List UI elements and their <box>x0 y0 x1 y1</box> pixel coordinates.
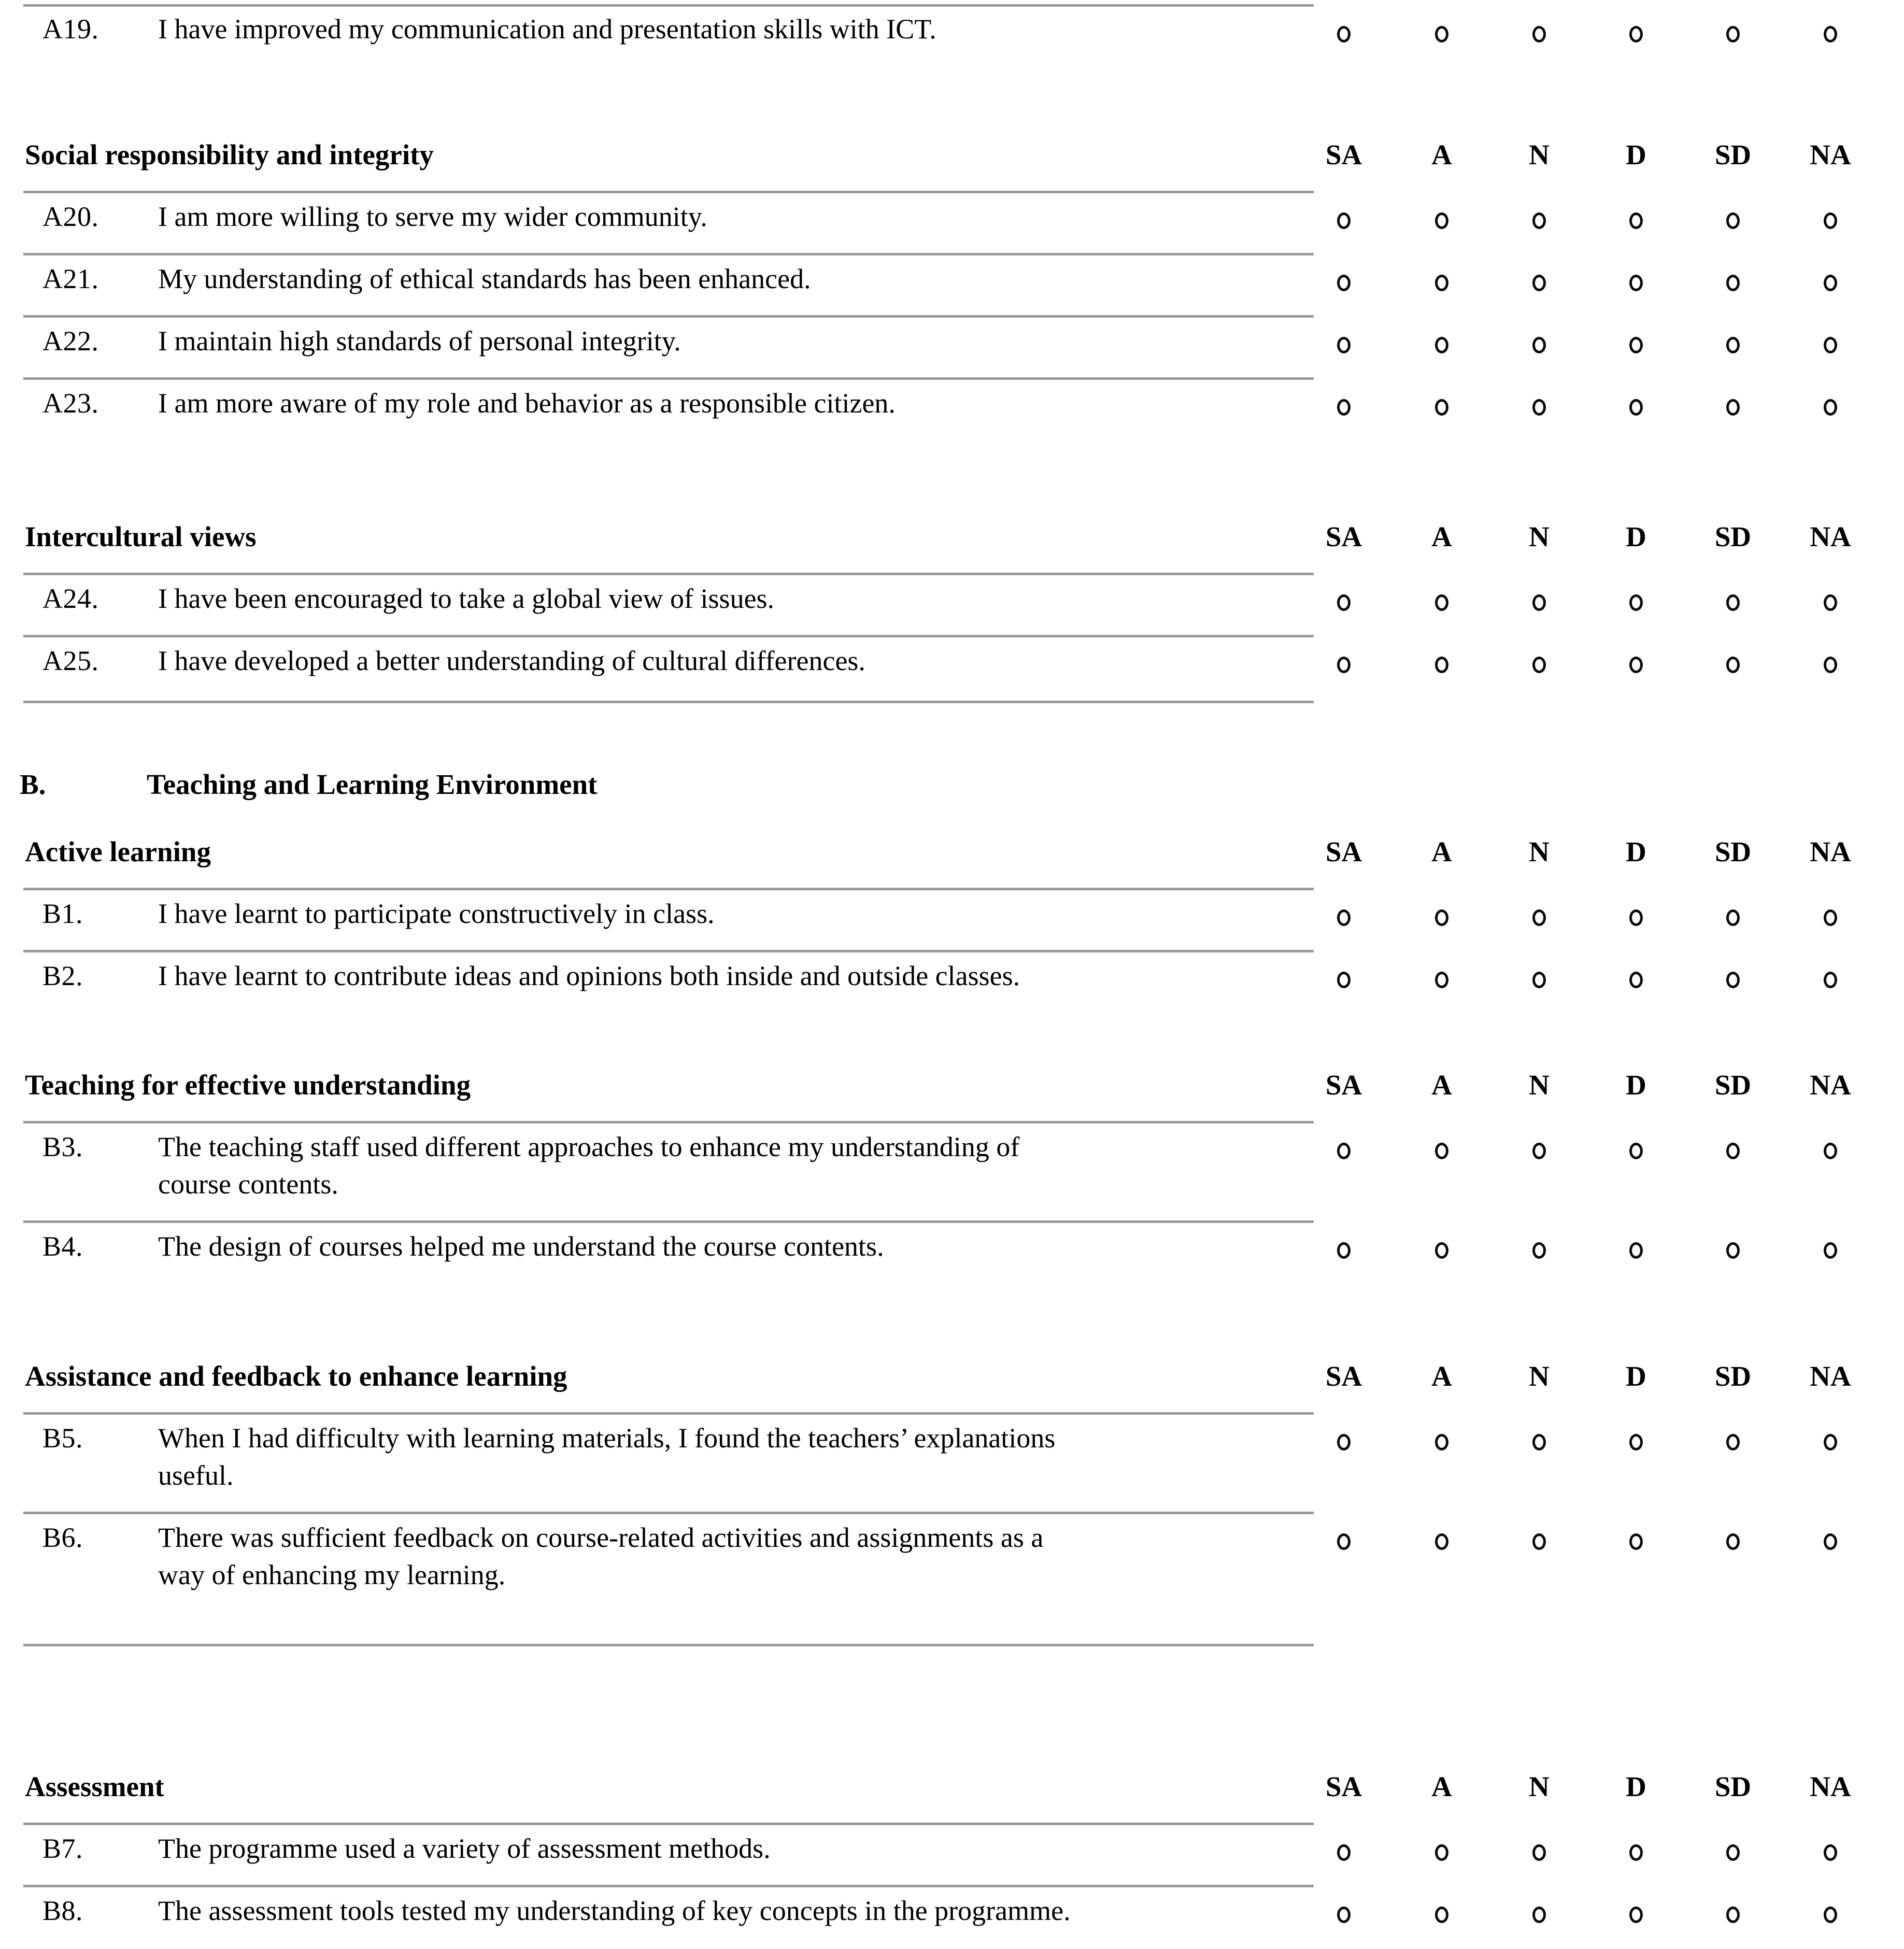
scale-header-na: NA <box>1810 1360 1851 1392</box>
scale-header-na: NA <box>1810 139 1851 170</box>
scale-header-a: A <box>1431 1771 1452 1802</box>
item-text: The assessment tools tested my understanding of key concepts in the programme. <box>158 1895 1071 1926</box>
scale-header-sd: SD <box>1714 139 1752 170</box>
item-code: A22. <box>42 325 99 357</box>
rating-option-sa[interactable] <box>1337 212 1351 229</box>
rating-option-sd[interactable] <box>1726 657 1740 673</box>
rating-option-na[interactable] <box>1824 1533 1837 1550</box>
rating-option-a[interactable] <box>1435 337 1448 353</box>
rating-option-na[interactable] <box>1824 337 1837 353</box>
scale-header-sd: SD <box>1714 1771 1752 1802</box>
rating-option-d[interactable] <box>1629 1242 1643 1259</box>
row-divider <box>23 315 1314 318</box>
rating-options-row[interactable] <box>0 657 1904 688</box>
rating-option-sa[interactable] <box>1337 909 1351 926</box>
rating-option-n[interactable] <box>1532 594 1546 611</box>
row-divider <box>23 1220 1314 1223</box>
scale-header-d: D <box>1626 1069 1646 1101</box>
rating-option-n[interactable] <box>1532 1907 1546 1923</box>
item-text-line-2: way of enhancing my learning. <box>158 1559 506 1590</box>
rating-options-row[interactable] <box>0 1907 1904 1938</box>
item-code: A24. <box>42 583 99 614</box>
rating-options-row[interactable] <box>0 1844 1904 1875</box>
item-text: I have developed a better understanding of cultural differences. <box>158 645 865 676</box>
scale-header-n: N <box>1529 521 1550 552</box>
section-closing-divider <box>23 1644 1314 1646</box>
rating-option-sa[interactable] <box>1337 972 1351 988</box>
row-divider <box>23 1412 1314 1415</box>
rating-option-d[interactable] <box>1629 1907 1643 1923</box>
scale-header-a: A <box>1431 836 1452 867</box>
subsection-heading-active-learning: Active learning <box>25 836 211 867</box>
scale-header-na: NA <box>1810 1069 1851 1101</box>
scale-header-na: NA <box>1810 1771 1851 1802</box>
item-text: I have been encouraged to take a global view of issues. <box>158 583 775 614</box>
rating-option-a[interactable] <box>1435 594 1448 611</box>
scale-header-n: N <box>1529 1360 1550 1392</box>
scale-header-a: A <box>1431 1360 1452 1392</box>
row-divider <box>23 191 1314 193</box>
scale-header-sd: SD <box>1714 1069 1752 1101</box>
scale-header-sa: SA <box>1325 1360 1362 1392</box>
rating-options-row[interactable] <box>0 1143 1904 1174</box>
row-divider <box>23 1823 1314 1825</box>
rating-option-a[interactable] <box>1435 275 1448 291</box>
item-text-line-2: useful. <box>158 1460 234 1491</box>
rating-option-sa[interactable] <box>1337 275 1351 291</box>
item-code: A20. <box>42 201 99 232</box>
scale-header-n: N <box>1529 1069 1550 1101</box>
rating-option-na[interactable] <box>1824 1434 1837 1450</box>
row-divider <box>23 253 1314 255</box>
rating-option-d[interactable] <box>1629 26 1643 42</box>
item-code: B1. <box>42 898 83 929</box>
subsection-heading-social-responsibility: Social responsibility and integrity <box>25 139 434 170</box>
rating-option-a[interactable] <box>1435 1907 1448 1923</box>
rating-option-d[interactable] <box>1629 275 1643 291</box>
rating-options-row[interactable] <box>0 972 1904 1003</box>
rating-option-na[interactable] <box>1824 1143 1837 1159</box>
row-divider <box>23 377 1314 380</box>
rating-option-n[interactable] <box>1532 399 1546 416</box>
rating-option-na[interactable] <box>1824 657 1837 673</box>
rating-option-n[interactable] <box>1532 1844 1546 1861</box>
scale-header-sa: SA <box>1325 521 1362 552</box>
rating-option-d[interactable] <box>1629 212 1643 229</box>
rating-option-sa[interactable] <box>1337 1844 1351 1861</box>
rating-option-a[interactable] <box>1435 26 1448 42</box>
scale-header-assistance-feedback <box>0 1358 1904 1395</box>
rating-option-d[interactable] <box>1629 657 1643 673</box>
scale-header-a: A <box>1431 1069 1452 1101</box>
rating-option-sd[interactable] <box>1726 972 1740 988</box>
item-code: B2. <box>42 960 83 991</box>
item-code: B6. <box>42 1522 83 1553</box>
rating-option-d[interactable] <box>1629 909 1643 926</box>
scale-header-d: D <box>1626 1360 1646 1392</box>
rating-option-n[interactable] <box>1532 972 1546 988</box>
item-text-line-1: There was sufficient feedback on course-related activities and assignments as a <box>158 1522 1044 1553</box>
rating-option-na[interactable] <box>1824 1907 1837 1923</box>
rating-option-sd[interactable] <box>1726 399 1740 416</box>
rating-option-sa[interactable] <box>1337 1907 1351 1923</box>
rating-option-sa[interactable] <box>1337 657 1351 673</box>
section-closing-divider <box>23 701 1314 703</box>
item-code: B4. <box>42 1231 83 1262</box>
scale-header-d: D <box>1626 836 1646 867</box>
rating-option-sd[interactable] <box>1726 275 1740 291</box>
item-code: B5. <box>42 1422 83 1454</box>
rating-option-sd[interactable] <box>1726 1434 1740 1450</box>
rating-options-row[interactable] <box>0 1434 1904 1465</box>
rating-option-sa[interactable] <box>1337 1434 1351 1450</box>
rating-options-row[interactable] <box>0 275 1904 306</box>
item-code: B7. <box>42 1833 83 1864</box>
rating-option-d[interactable] <box>1629 594 1643 611</box>
rating-option-d[interactable] <box>1629 1434 1643 1450</box>
rating-option-sd[interactable] <box>1726 1533 1740 1550</box>
rating-option-na[interactable] <box>1824 594 1837 611</box>
rating-option-a[interactable] <box>1435 1242 1448 1259</box>
row-divider <box>23 1512 1314 1514</box>
section-title-b: Teaching and Learning Environment <box>147 769 598 800</box>
rating-options-row[interactable] <box>0 1533 1904 1564</box>
rating-option-d[interactable] <box>1629 972 1643 988</box>
subsection-heading-assessment: Assessment <box>25 1771 164 1802</box>
rating-option-sa[interactable] <box>1337 594 1351 611</box>
scale-header-assessment <box>0 1768 1904 1805</box>
rating-options-row[interactable] <box>0 594 1904 625</box>
rating-option-sd[interactable] <box>1726 26 1740 42</box>
rating-option-sd[interactable] <box>1726 1907 1740 1923</box>
rating-options-row[interactable] <box>0 1242 1904 1273</box>
row-divider <box>23 950 1314 952</box>
rating-option-n[interactable] <box>1532 212 1546 229</box>
scale-header-n: N <box>1529 1771 1550 1802</box>
item-code: A21. <box>42 263 99 294</box>
rating-option-a[interactable] <box>1435 972 1448 988</box>
scale-header-na: NA <box>1810 836 1851 867</box>
scale-header-n: N <box>1529 139 1550 170</box>
scale-header-active-learning <box>0 833 1904 871</box>
rating-options-row[interactable] <box>0 212 1904 244</box>
item-code: A19. <box>42 13 99 45</box>
section-heading-b <box>20 766 598 803</box>
item-text: I am more willing to serve my wider community. <box>158 201 707 232</box>
rating-option-n[interactable] <box>1532 657 1546 673</box>
row-divider <box>23 1885 1314 1887</box>
rating-option-a[interactable] <box>1435 212 1448 229</box>
rating-option-n[interactable] <box>1532 1143 1546 1159</box>
row-divider <box>23 4 1314 7</box>
scale-header-sa: SA <box>1325 836 1362 867</box>
rating-option-sa[interactable] <box>1337 1143 1351 1159</box>
item-text: I maintain high standards of personal integrity. <box>158 325 681 357</box>
rating-option-a[interactable] <box>1435 657 1448 673</box>
rating-options-row[interactable] <box>0 399 1904 430</box>
rating-option-sa[interactable] <box>1337 1242 1351 1259</box>
scale-header-sa: SA <box>1325 139 1362 170</box>
rating-option-a[interactable] <box>1435 399 1448 416</box>
rating-option-n[interactable] <box>1532 26 1546 42</box>
row-divider <box>23 635 1314 637</box>
item-text: The programme used a variety of assessment methods. <box>158 1833 771 1864</box>
rating-options-row[interactable] <box>0 26 1904 57</box>
rating-option-sd[interactable] <box>1726 1143 1740 1159</box>
scale-header-social-responsibility <box>0 136 1904 174</box>
scale-header-d: D <box>1626 139 1646 170</box>
item-code: B8. <box>42 1895 83 1926</box>
rating-option-n[interactable] <box>1532 337 1546 353</box>
rating-option-na[interactable] <box>1824 399 1837 416</box>
scale-header-intercultural-views <box>0 518 1904 556</box>
scale-header-a: A <box>1431 521 1452 552</box>
subsection-heading-intercultural-views: Intercultural views <box>25 521 257 552</box>
item-text: I have learnt to participate constructively in class. <box>158 898 715 929</box>
item-text-line-1: When I had difficulty with learning materials, I found the teachers’ explanations <box>158 1422 1056 1454</box>
rating-option-sd[interactable] <box>1726 337 1740 353</box>
rating-option-a[interactable] <box>1435 1434 1448 1450</box>
section-letter-b: B. <box>20 769 46 800</box>
rating-option-sa[interactable] <box>1337 337 1351 353</box>
rating-option-a[interactable] <box>1435 1533 1448 1550</box>
scale-header-teaching-effective-understanding <box>0 1066 1904 1104</box>
scale-header-sd: SD <box>1714 1360 1752 1392</box>
item-text: The design of courses helped me understand the course contents. <box>158 1231 884 1262</box>
item-text-line-1: The teaching staff used different approaches to enhance my understanding of <box>158 1131 1020 1162</box>
rating-option-na[interactable] <box>1824 275 1837 291</box>
item-text-line-2: course contents. <box>158 1169 338 1200</box>
rating-option-sd[interactable] <box>1726 212 1740 229</box>
rating-option-d[interactable] <box>1629 1533 1643 1550</box>
item-code: B3. <box>42 1131 83 1162</box>
rating-option-n[interactable] <box>1532 275 1546 291</box>
item-text: I am more aware of my role and behavior as a responsible citizen. <box>158 388 896 419</box>
item-text: I have learnt to contribute ideas and opinions both inside and outside classes. <box>158 960 1020 991</box>
item-code: A23. <box>42 388 99 419</box>
scale-header-sd: SD <box>1714 521 1752 552</box>
scale-header-sd: SD <box>1714 836 1752 867</box>
rating-option-a[interactable] <box>1435 1143 1448 1159</box>
rating-option-sa[interactable] <box>1337 1533 1351 1550</box>
item-text: I have improved my communication and presentation skills with ICT. <box>158 13 936 45</box>
scale-header-a: A <box>1431 139 1452 170</box>
rating-option-n[interactable] <box>1532 1242 1546 1259</box>
rating-option-na[interactable] <box>1824 972 1837 988</box>
rating-option-na[interactable] <box>1824 26 1837 42</box>
rating-option-na[interactable] <box>1824 909 1837 926</box>
rating-option-a[interactable] <box>1435 909 1448 926</box>
rating-option-d[interactable] <box>1629 337 1643 353</box>
rating-options-row[interactable] <box>0 909 1904 941</box>
rating-option-n[interactable] <box>1532 909 1546 926</box>
rating-option-sd[interactable] <box>1726 594 1740 611</box>
rating-option-sd[interactable] <box>1726 1242 1740 1259</box>
rating-option-sd[interactable] <box>1726 909 1740 926</box>
rating-option-na[interactable] <box>1824 1242 1837 1259</box>
rating-option-d[interactable] <box>1629 1844 1643 1861</box>
scale-header-d: D <box>1626 521 1646 552</box>
rating-option-sd[interactable] <box>1726 1844 1740 1861</box>
rating-option-n[interactable] <box>1532 1533 1546 1550</box>
rating-options-row[interactable] <box>0 337 1904 368</box>
rating-option-d[interactable] <box>1629 1143 1643 1159</box>
subsection-heading-teaching-effective-understanding: Teaching for effective understanding <box>25 1069 471 1101</box>
item-code: A25. <box>42 645 99 676</box>
scale-header-na: NA <box>1810 521 1851 552</box>
rating-option-d[interactable] <box>1629 399 1643 416</box>
rating-option-n[interactable] <box>1532 1434 1546 1450</box>
rating-option-na[interactable] <box>1824 212 1837 229</box>
item-text: My understanding of ethical standards has been enhanced. <box>158 263 811 294</box>
row-divider <box>23 1121 1314 1123</box>
rating-option-a[interactable] <box>1435 1844 1448 1861</box>
rating-option-sa[interactable] <box>1337 26 1351 42</box>
scale-header-sa: SA <box>1325 1771 1362 1802</box>
rating-option-na[interactable] <box>1824 1844 1837 1861</box>
scale-header-sa: SA <box>1325 1069 1362 1101</box>
row-divider <box>23 888 1314 890</box>
row-divider <box>23 573 1314 575</box>
scale-header-d: D <box>1626 1771 1646 1802</box>
scale-header-n: N <box>1529 836 1550 867</box>
rating-option-sa[interactable] <box>1337 399 1351 416</box>
subsection-heading-assistance-feedback: Assistance and feedback to enhance learning <box>25 1360 567 1392</box>
